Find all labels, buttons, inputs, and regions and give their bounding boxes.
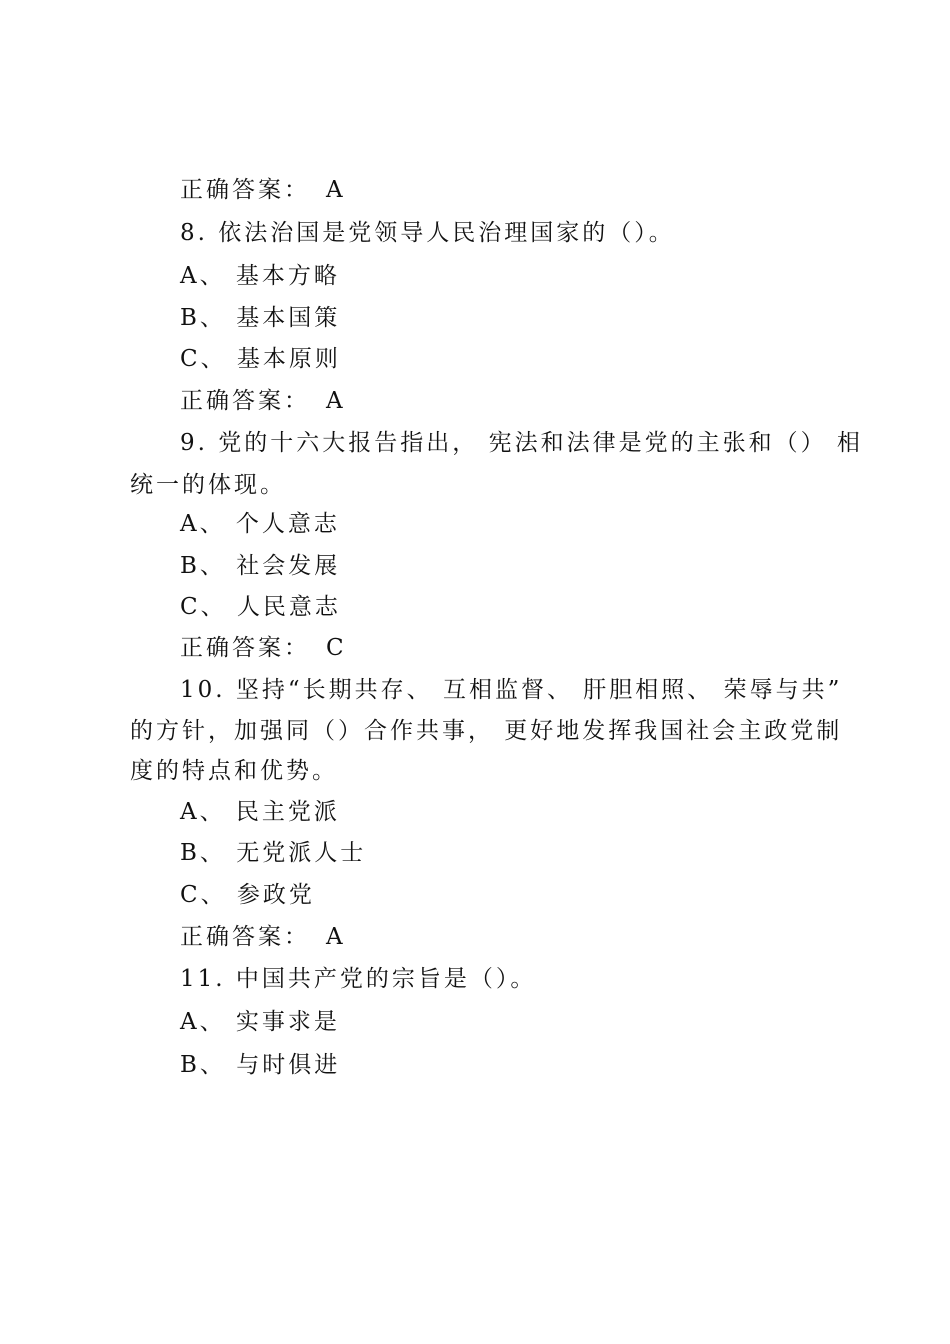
question-10-line3: 度的特点和优势。 xyxy=(130,758,338,784)
answer-value: C xyxy=(326,635,347,661)
option-c: C、 人民意志 xyxy=(180,594,341,620)
option-b: B、 与时俱进 xyxy=(180,1052,341,1078)
option-a: A、 基本方略 xyxy=(180,263,340,289)
option-a: A、 民主党派 xyxy=(180,799,340,825)
answer-value: A xyxy=(326,924,346,950)
option-c: C、 基本原则 xyxy=(180,346,341,372)
answer-line xyxy=(180,633,347,663)
answer-line xyxy=(180,922,346,952)
answer-line xyxy=(180,175,346,205)
answer-label: 正确答案： xyxy=(180,924,310,950)
question-9-line2: 统一的体现。 xyxy=(130,472,286,498)
answer-label: 正确答案： xyxy=(180,177,310,203)
question-8: 8. 依法治国是党领导人民治理国家的（）。 xyxy=(180,220,675,246)
answer-label: 正确答案： xyxy=(180,388,310,414)
answer-label: 正确答案： xyxy=(180,635,310,661)
answer-line xyxy=(180,386,346,416)
answer-value: A xyxy=(326,177,346,203)
option-c: C、 参政党 xyxy=(180,882,315,908)
question-10-line1: 10. 坚持“长期共存、 互相监督、 肝胆相照、 荣辱与共” xyxy=(180,677,843,703)
option-a: A、 个人意志 xyxy=(180,511,340,537)
option-b: B、 无党派人士 xyxy=(180,840,367,866)
option-b: B、 社会发展 xyxy=(180,553,341,579)
question-11: 11. 中国共产党的宗旨是（）。 xyxy=(180,966,537,992)
option-b: B、 基本国策 xyxy=(180,305,341,331)
question-10-line2: 的方针，加强同（）合作共事， 更好地发挥我国社会主政党制 xyxy=(130,718,843,744)
answer-value: A xyxy=(326,388,346,414)
question-9-line1: 9. 党的十六大报告指出， 宪法和法律是党的主张和（） 相 xyxy=(180,430,863,456)
option-a: A、 实事求是 xyxy=(180,1009,340,1035)
